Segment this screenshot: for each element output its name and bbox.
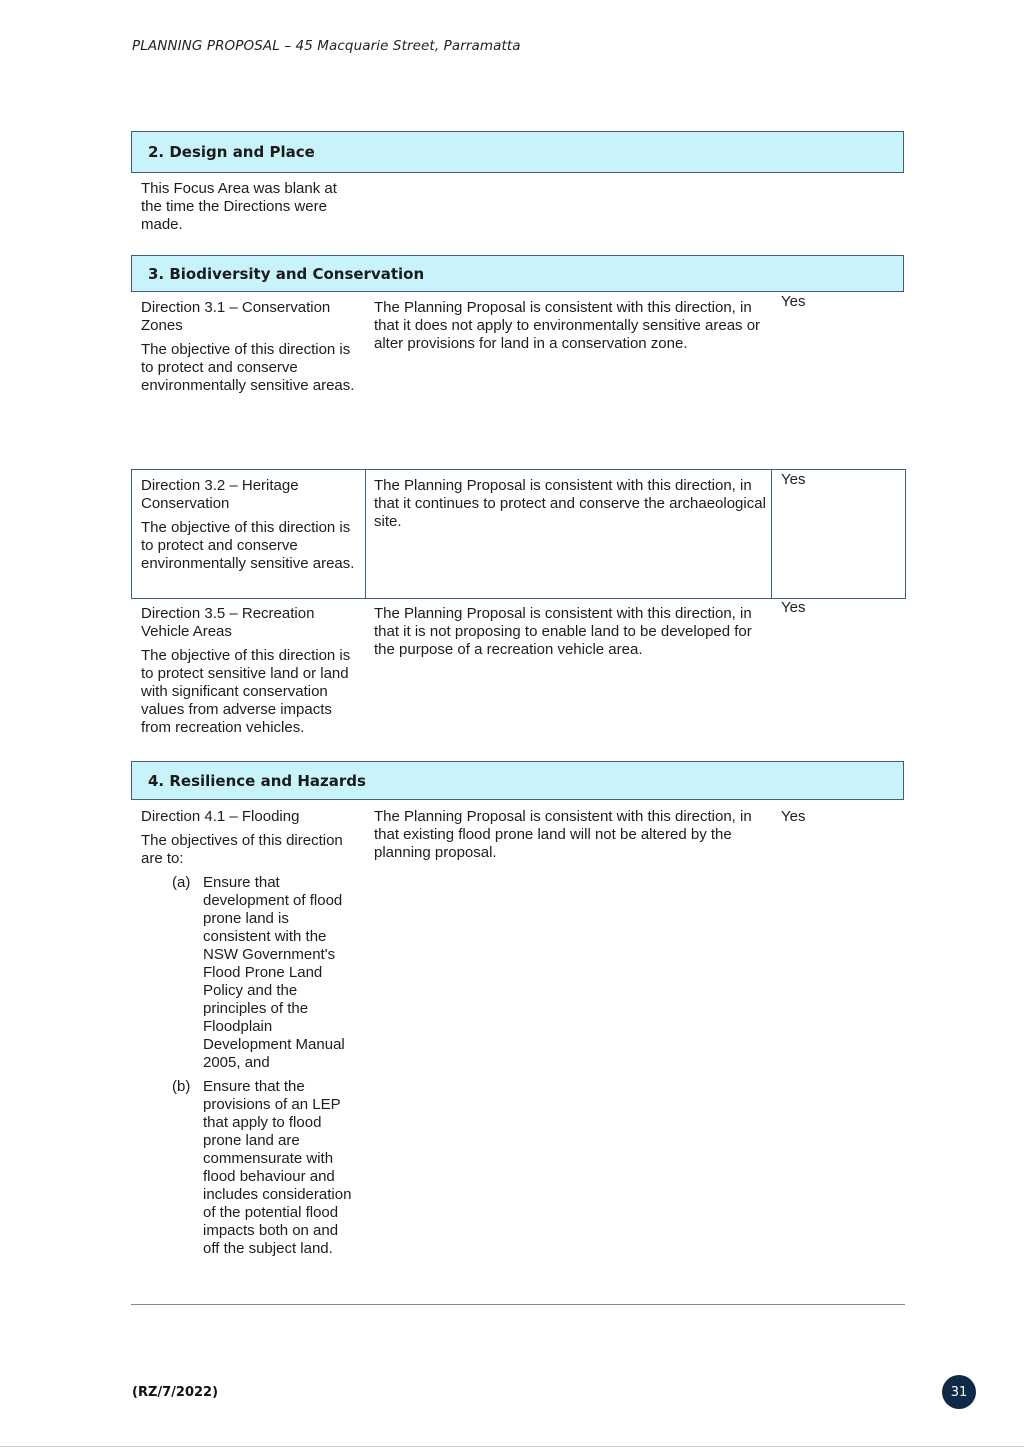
table-row-direction-3-5-title-cell bbox=[141, 605, 356, 743]
section-heading-label: 3. Biodiversity and Conservation bbox=[148, 264, 425, 283]
list-item bbox=[172, 874, 356, 1072]
section-heading-resilience-and-hazards bbox=[131, 761, 904, 800]
column-divider bbox=[365, 469, 366, 599]
direction-title: Direction 3.1 – Conservation Zones bbox=[141, 299, 331, 334]
direction-title: Direction 3.2 – Heritage Conservation bbox=[141, 477, 299, 512]
list-text: Ensure that the provisions of an LEP that apply to flood prone land are commensurate with flood behaviour and includes consideration of the potential flood impacts both on and off the subject land. bbox=[203, 1078, 352, 1257]
page-number-badge bbox=[942, 1375, 976, 1409]
direction-title: Direction 3.5 – Recreation Vehicle Areas bbox=[141, 605, 315, 640]
objective-list bbox=[141, 874, 356, 1258]
page-edge-rule bbox=[0, 1446, 1024, 1447]
direction-consistency: The Planning Proposal is consistent with this direction, in that it continues to protect and conserve the archaeological site. bbox=[374, 477, 766, 530]
direction-status: Yes bbox=[781, 293, 806, 310]
direction-status: Yes bbox=[781, 599, 806, 616]
direction-status: Yes bbox=[781, 808, 806, 825]
document-reference: (RZ/7/2022) bbox=[132, 1385, 219, 1400]
list-marker: (b) bbox=[172, 1078, 191, 1095]
table-row-direction-3-1-title-cell bbox=[141, 299, 356, 401]
direction-consistency: The Planning Proposal is consistent with this direction, in that it is not proposing to enable land to be developed for the purpose of a recreation vehicle area. bbox=[374, 605, 752, 658]
section-heading-label: 2. Design and Place bbox=[148, 143, 315, 161]
column-divider bbox=[771, 469, 772, 599]
table-row-direction-4-1-title-cell bbox=[141, 808, 356, 1264]
document-header-title: PLANNING PROPOSAL – 45 Macquarie Street, Parramatta bbox=[132, 38, 521, 54]
direction-objective: The objective of this direction is to protect and conserve environmentally sensitive areas. bbox=[141, 519, 355, 572]
section-heading-label: 4. Resilience and Hazards bbox=[148, 771, 366, 790]
design-blank-note: This Focus Area was blank at the time the Directions were made. bbox=[141, 180, 337, 233]
list-text: Ensure that development of flood prone land is consistent with the NSW Government's Flood Prone Land Policy and the principles of the Floodplain Development Manual 2005, and bbox=[203, 874, 345, 1071]
direction-consistency: The Planning Proposal is consistent with this direction, in that existing flood prone land will not be altered by the planning proposal. bbox=[374, 808, 752, 861]
table-bottom-rule bbox=[131, 1304, 905, 1305]
page-number: 31 bbox=[950, 1384, 968, 1400]
direction-objective-intro: The objectives of this direction are to: bbox=[141, 832, 343, 867]
direction-consistency: The Planning Proposal is consistent with this direction, in that it does not apply to environmentally sensitive areas or alter provisions for land in a conservation zone. bbox=[374, 299, 761, 352]
list-item bbox=[172, 1078, 356, 1258]
direction-objective: The objective of this direction is to protect sensitive land or land with significant conservation values from adverse impacts from recreation vehicles. bbox=[141, 647, 351, 736]
direction-objective: The objective of this direction is to protect and conserve environmentally sensitive areas. bbox=[141, 341, 355, 394]
table-row-direction-3-2-title-cell bbox=[141, 477, 356, 579]
direction-status: Yes bbox=[781, 471, 806, 488]
list-marker: (a) bbox=[172, 874, 191, 891]
section-heading-biodiversity bbox=[131, 255, 904, 292]
section-heading-design-and-place bbox=[131, 131, 904, 173]
direction-title: Direction 4.1 – Flooding bbox=[141, 808, 300, 825]
